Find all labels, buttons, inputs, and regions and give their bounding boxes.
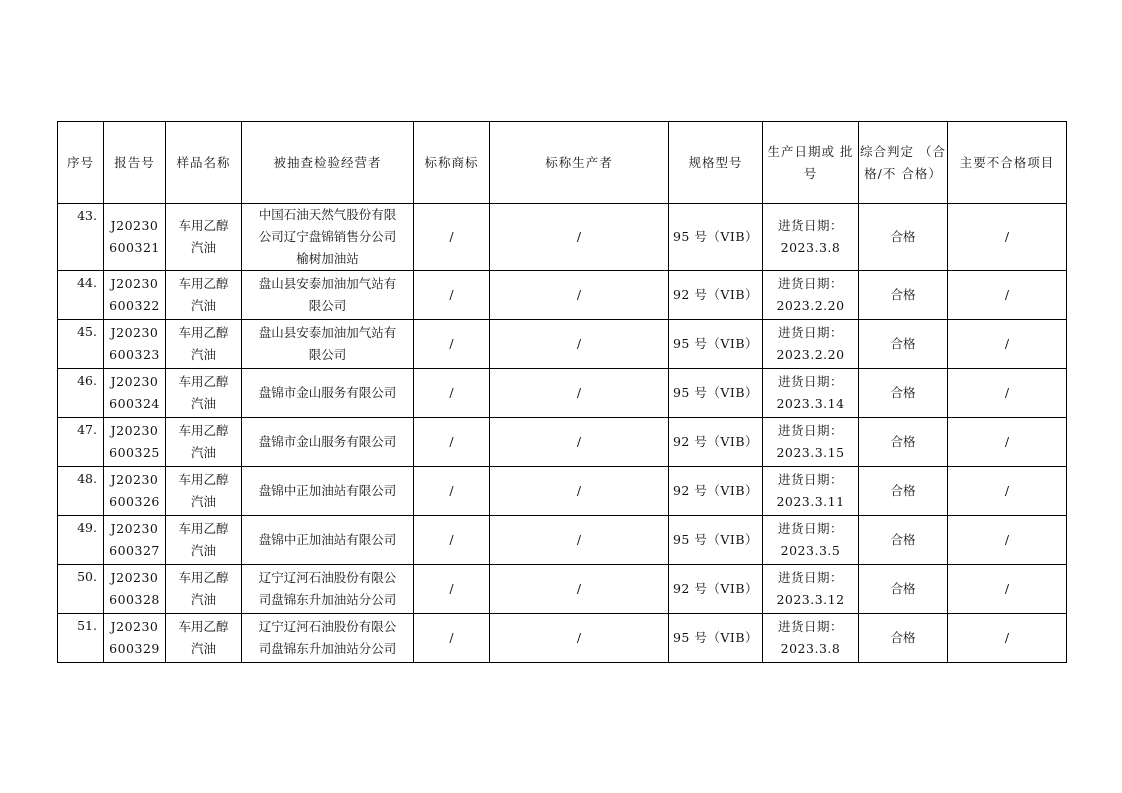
verdict: 合格 [890, 336, 916, 351]
serial-number: 47. [77, 422, 97, 437]
spec-model-cell [669, 467, 763, 516]
brand-name: / [449, 336, 454, 351]
serial-number-cell [58, 565, 104, 614]
brand-name-cell [414, 418, 490, 467]
sample-name-cell [166, 467, 242, 516]
failed-items-cell [948, 516, 1067, 565]
operator-name-cell [242, 369, 414, 418]
serial-number-cell [58, 614, 104, 663]
brand-name: / [449, 229, 454, 244]
report-number-cell [104, 271, 166, 320]
operator-name-cell [242, 320, 414, 369]
operator-name: 辽宁辽河石油股份有限公 司盘锦东升加油站分公司 [258, 570, 397, 607]
spec-model-cell [669, 418, 763, 467]
serial-number: 44. [77, 275, 97, 290]
header-cell: 标称生产者 [490, 122, 669, 204]
report-number-cell [104, 418, 166, 467]
failed-items: / [1004, 434, 1010, 449]
producer-name: / [576, 581, 582, 596]
producer-name: / [576, 434, 582, 449]
spec-model-cell [669, 369, 763, 418]
sample-name-cell [166, 271, 242, 320]
spec-model-cell [669, 271, 763, 320]
table-row [58, 467, 1067, 516]
serial-number-cell [58, 516, 104, 565]
serial-number-cell [58, 369, 104, 418]
serial-number: 50. [77, 569, 97, 584]
verdict: 合格 [890, 483, 916, 498]
producer-name: / [576, 630, 582, 645]
report-number: J20230 600327 [109, 521, 160, 558]
operator-name-cell [242, 614, 414, 663]
header-cell: 被抽查检验经营者 [242, 122, 414, 204]
inspection-table [57, 121, 1067, 663]
report-number-cell [104, 204, 166, 271]
producer-name: / [576, 483, 582, 498]
serial-number-cell [58, 320, 104, 369]
producer-name-cell [490, 418, 669, 467]
spec-model-cell [669, 614, 763, 663]
serial-number: 43. [77, 208, 97, 223]
verdict-cell [859, 271, 948, 320]
sample-name: 车用乙醇 汽油 [178, 325, 229, 362]
producer-name-cell [490, 614, 669, 663]
verdict-cell [859, 565, 948, 614]
failed-items: / [1004, 229, 1010, 244]
brand-name-cell [414, 320, 490, 369]
sample-name: 车用乙醇 汽油 [178, 619, 229, 656]
operator-name-cell [242, 271, 414, 320]
production-date: 进货日期： 2023.3.8 [777, 619, 843, 656]
spec-model-cell [669, 320, 763, 369]
operator-name-cell [242, 418, 414, 467]
table-row [58, 614, 1067, 663]
header-cell: 综合判定 （合格/不 合格） [859, 122, 948, 204]
producer-name-cell [490, 204, 669, 271]
spec-model: 95 号（VIB） [672, 532, 759, 547]
failed-items-cell [948, 418, 1067, 467]
operator-name: 盘山县安泰加油加气站有 限公司 [258, 325, 397, 362]
failed-items-cell [948, 271, 1067, 320]
brand-name: / [449, 532, 454, 547]
operator-name: 辽宁辽河石油股份有限公 司盘锦东升加油站分公司 [258, 619, 397, 656]
table-row [58, 516, 1067, 565]
sample-name-cell [166, 418, 242, 467]
producer-name: / [576, 229, 582, 244]
report-number: J20230 600322 [109, 276, 160, 313]
report-number: J20230 600326 [109, 472, 160, 509]
production-date-cell [763, 271, 859, 320]
sample-name-cell [166, 565, 242, 614]
spec-model: 95 号（VIB） [672, 630, 759, 645]
production-date-cell [763, 369, 859, 418]
operator-name: 盘锦市金山服务有限公司 [258, 434, 397, 449]
header-cell: 生产日期或 批号 [763, 122, 859, 204]
failed-items-cell [948, 369, 1067, 418]
operator-name-cell [242, 516, 414, 565]
operator-name: 盘锦市金山服务有限公司 [258, 385, 397, 400]
spec-model-cell [669, 204, 763, 271]
brand-name: / [449, 385, 454, 400]
brand-name: / [449, 581, 454, 596]
report-number-cell [104, 320, 166, 369]
header-cell: 标称商标 [414, 122, 490, 204]
brand-name-cell [414, 369, 490, 418]
production-date: 进货日期： 2023.2.20 [776, 325, 845, 362]
production-date: 进货日期： 2023.3.12 [776, 570, 845, 607]
brand-name-cell [414, 271, 490, 320]
production-date: 进货日期： 2023.3.8 [777, 218, 843, 255]
spec-model: 95 号（VIB） [672, 229, 759, 244]
producer-name-cell [490, 565, 669, 614]
table-body [58, 204, 1067, 663]
header-cell: 报告号 [104, 122, 166, 204]
operator-name-cell [242, 467, 414, 516]
production-date-cell [763, 614, 859, 663]
production-date-cell [763, 320, 859, 369]
report-number-cell [104, 565, 166, 614]
spec-model-cell [669, 516, 763, 565]
sample-name: 车用乙醇 汽油 [178, 276, 229, 313]
producer-name-cell [490, 369, 669, 418]
serial-number: 51. [77, 618, 97, 633]
brand-name-cell [414, 467, 490, 516]
serial-number: 46. [77, 373, 97, 388]
table-row [58, 565, 1067, 614]
verdict-cell [859, 467, 948, 516]
brand-name-cell [414, 516, 490, 565]
failed-items-cell [948, 204, 1067, 271]
producer-name: / [576, 336, 582, 351]
sample-name-cell [166, 320, 242, 369]
report-number-cell [104, 614, 166, 663]
production-date-cell [763, 204, 859, 271]
serial-number: 45. [77, 324, 97, 339]
sample-name-cell [166, 204, 242, 271]
report-number-cell [104, 467, 166, 516]
table-row [58, 271, 1067, 320]
sample-name: 车用乙醇 汽油 [178, 570, 229, 607]
serial-number: 48. [77, 471, 97, 486]
report-number: J20230 600328 [109, 570, 160, 607]
brand-name: / [449, 434, 454, 449]
report-number-cell [104, 516, 166, 565]
verdict: 合格 [890, 630, 916, 645]
header-cell: 主要不合格项目 [948, 122, 1067, 204]
verdict: 合格 [890, 532, 916, 547]
production-date-cell [763, 418, 859, 467]
verdict-cell [859, 516, 948, 565]
failed-items-cell [948, 614, 1067, 663]
sample-name: 车用乙醇 汽油 [178, 374, 229, 411]
sample-name-cell [166, 369, 242, 418]
production-date: 进货日期： 2023.2.20 [776, 276, 845, 313]
header-cell: 样品名称 [166, 122, 242, 204]
verdict: 合格 [890, 229, 916, 244]
operator-name: 中国石油天然气股份有限 公司辽宁盘锦销售分公司 榆树加油站 [258, 207, 397, 266]
brand-name: / [449, 483, 454, 498]
serial-number-cell [58, 418, 104, 467]
serial-number: 49. [77, 520, 97, 535]
report-number: J20230 600324 [109, 374, 160, 411]
production-date: 进货日期： 2023.3.14 [776, 374, 845, 411]
sample-name: 车用乙醇 汽油 [178, 423, 229, 460]
failed-items-cell [948, 565, 1067, 614]
spec-model: 92 号（VIB） [672, 434, 759, 449]
verdict: 合格 [890, 434, 916, 449]
table-row [58, 369, 1067, 418]
producer-name-cell [490, 271, 669, 320]
operator-name: 盘山县安泰加油加气站有 限公司 [258, 276, 397, 313]
failed-items-cell [948, 320, 1067, 369]
verdict-cell [859, 418, 948, 467]
failed-items: / [1004, 287, 1010, 302]
header-cell: 序号 [58, 122, 104, 204]
header-row [58, 122, 1067, 204]
production-date: 进货日期： 2023.3.5 [777, 521, 843, 558]
report-number: J20230 600329 [109, 619, 160, 656]
serial-number-cell [58, 271, 104, 320]
producer-name-cell [490, 320, 669, 369]
spec-model-cell [669, 565, 763, 614]
failed-items-cell [948, 467, 1067, 516]
operator-name-cell [242, 565, 414, 614]
producer-name: / [576, 287, 582, 302]
operator-name: 盘锦中正加油站有限公司 [258, 483, 397, 498]
verdict-cell [859, 204, 948, 271]
table-row [58, 320, 1067, 369]
verdict: 合格 [890, 287, 916, 302]
producer-name-cell [490, 467, 669, 516]
failed-items: / [1004, 630, 1010, 645]
sample-name: 车用乙醇 汽油 [178, 218, 229, 255]
failed-items: / [1004, 532, 1010, 547]
failed-items: / [1004, 385, 1010, 400]
report-number: J20230 600323 [109, 325, 160, 362]
verdict-cell [859, 369, 948, 418]
brand-name-cell [414, 614, 490, 663]
brand-name: / [449, 287, 454, 302]
spec-model: 92 号（VIB） [672, 581, 759, 596]
operator-name-cell [242, 204, 414, 271]
sample-name: 车用乙醇 汽油 [178, 521, 229, 558]
table-row [58, 204, 1067, 271]
sample-name-cell [166, 516, 242, 565]
production-date-cell [763, 467, 859, 516]
production-date-cell [763, 516, 859, 565]
producer-name: / [576, 532, 582, 547]
production-date-cell [763, 565, 859, 614]
spec-model: 92 号（VIB） [672, 287, 759, 302]
report-number: J20230 600321 [109, 218, 160, 255]
table-row [58, 418, 1067, 467]
verdict: 合格 [890, 581, 916, 596]
sample-name: 车用乙醇 汽油 [178, 472, 229, 509]
report-number: J20230 600325 [109, 423, 160, 460]
operator-name: 盘锦中正加油站有限公司 [258, 532, 397, 547]
brand-name-cell [414, 565, 490, 614]
spec-model: 95 号（VIB） [672, 336, 759, 351]
brand-name: / [449, 630, 454, 645]
sample-name-cell [166, 614, 242, 663]
failed-items: / [1004, 581, 1010, 596]
header-cell: 规格型号 [669, 122, 763, 204]
production-date: 进货日期： 2023.3.11 [776, 472, 845, 509]
verdict-cell [859, 614, 948, 663]
verdict-cell [859, 320, 948, 369]
spec-model: 95 号（VIB） [672, 385, 759, 400]
producer-name-cell [490, 516, 669, 565]
producer-name: / [576, 385, 582, 400]
spec-model: 92 号（VIB） [672, 483, 759, 498]
brand-name-cell [414, 204, 490, 271]
production-date: 进货日期： 2023.3.15 [776, 423, 845, 460]
failed-items: / [1004, 483, 1010, 498]
failed-items: / [1004, 336, 1010, 351]
serial-number-cell [58, 204, 104, 271]
report-number-cell [104, 369, 166, 418]
serial-number-cell [58, 467, 104, 516]
verdict: 合格 [890, 385, 916, 400]
